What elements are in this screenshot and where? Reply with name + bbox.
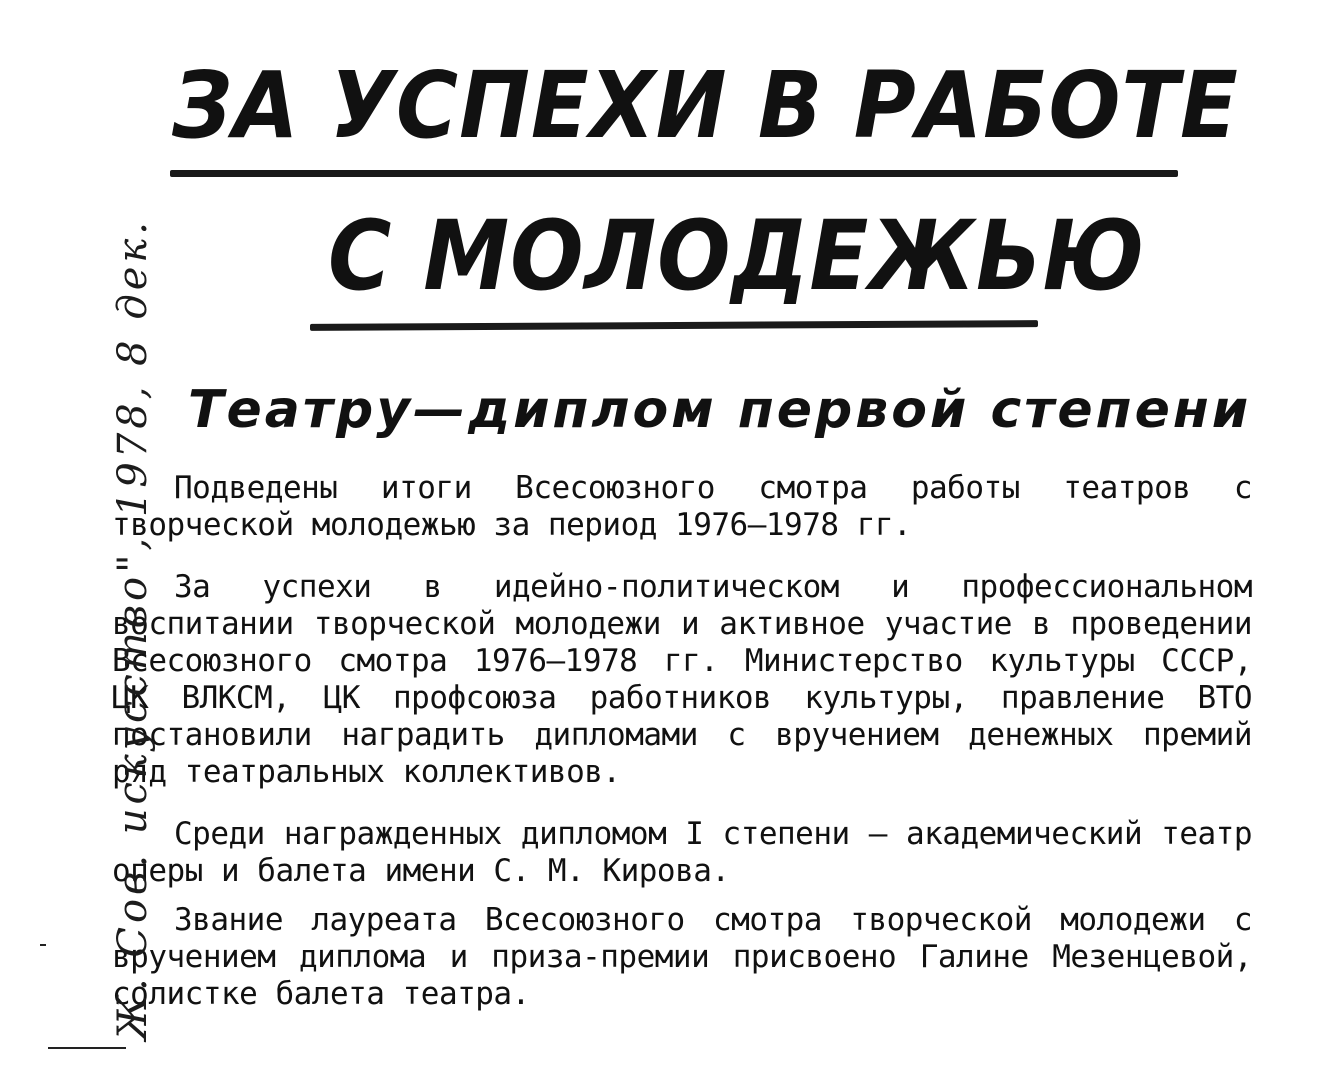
headline-line-2: С МОЛОДЕЖЬЮ (328, 200, 1146, 312)
article-subtitle: Театру—диплом первой степени (188, 380, 1252, 440)
article-paragraph-3: Среди награжденных дипломом I степени — академический театр оперы и балета имени С. М. Кирова. (112, 816, 1252, 889)
headline-rule-bottom (310, 320, 1038, 331)
article-paragraph-1: Подведены итоги Всесоюзного смотра работы театров с творческой молодежью за период 1976—1978 гг. (112, 470, 1252, 543)
article-body (112, 470, 1252, 1024)
article-paragraph-4: Звание лауреата Всесоюзного смотра творческой молодежи с вручением диплома и приза-премии присвоено Галине Мезенцевой, солистке балета театра. (112, 902, 1252, 1012)
handwritten-source-note: Ж. Сов. искусство", 1978, 8 дек. (110, 218, 156, 1040)
article-paragraph-2: За успехи в идейно-политическом и профессиональном воспитании творческой молодежи и активное участие в проведении Всесоюзного смотра 1976—1978 гг. Министерство культуры СССР, ЦК ВЛКСМ, ЦК профсоюза работников культуры, правление ВТО постановили наградить дипломами с вручением денежных премий ряд театральных коллективов. (112, 569, 1252, 790)
clipping-edge-mark (48, 1047, 126, 1049)
headline-rule-top (170, 170, 1178, 177)
headline-line-1: ЗА УСПЕХИ В РАБОТЕ (172, 52, 1239, 159)
clipping-edge-dot (40, 944, 46, 946)
